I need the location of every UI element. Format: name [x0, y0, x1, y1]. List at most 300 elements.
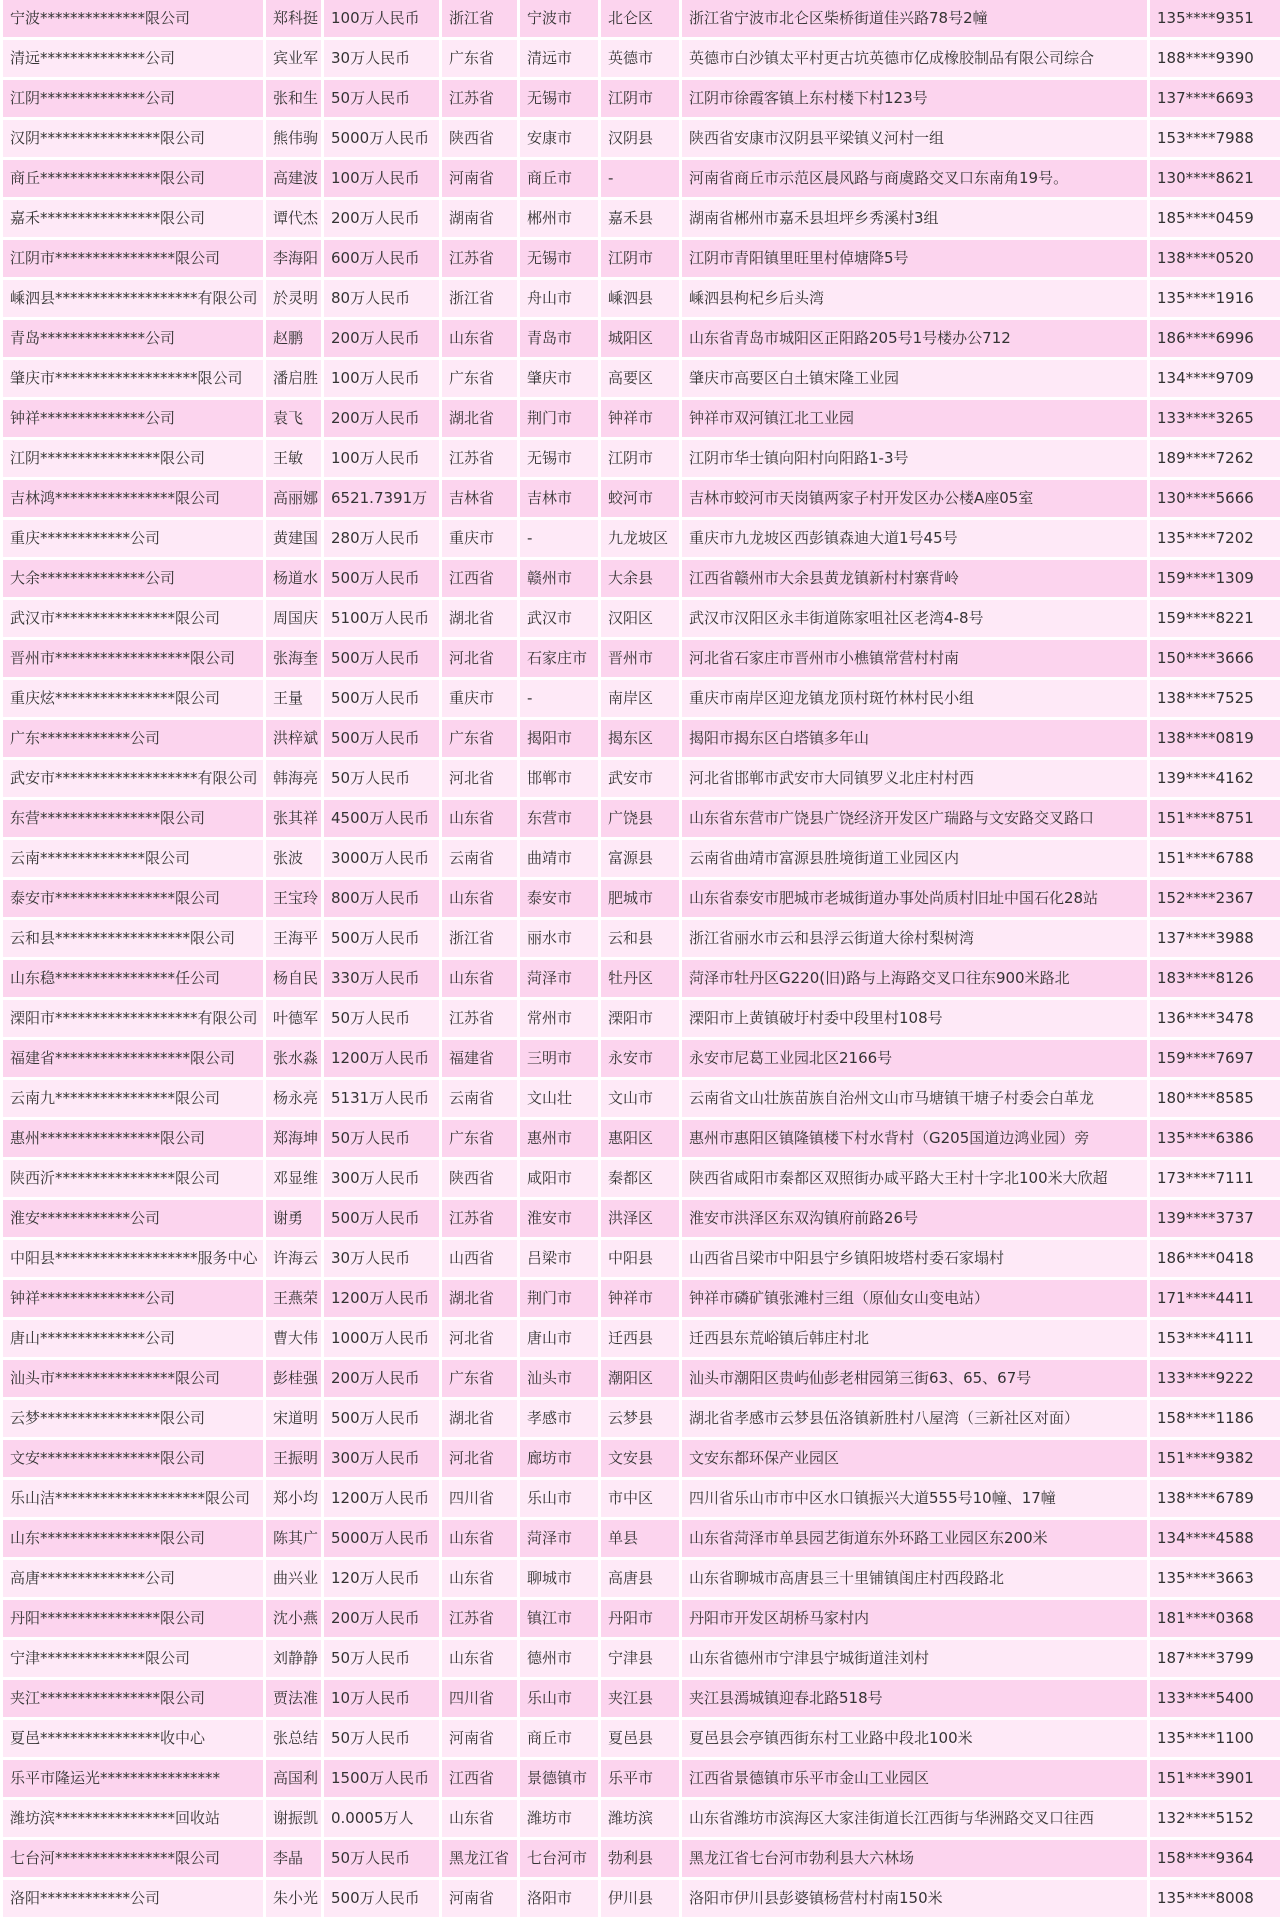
province-cell: 浙江省: [442, 280, 517, 317]
city-cell: 吉林市: [520, 480, 598, 517]
table-row: [3, 640, 1280, 677]
table-row: [3, 1080, 1280, 1117]
table-row: [3, 480, 1280, 517]
phone-cell: 189****7262: [1150, 440, 1280, 477]
address-cell: 英德市白沙镇太平村更古坑英德市亿成橡胶制品有限公司综合: [682, 40, 1147, 77]
company-name-cell: 洛阳************公司: [3, 1880, 263, 1917]
address-cell: 汕头市潮阳区贵屿仙彭老柑园第三街63、65、67号: [682, 1360, 1147, 1397]
legal-person-cell: 王振明: [266, 1440, 321, 1477]
company-name-cell: 江阴****************限公司: [3, 440, 263, 477]
city-cell: 聊城市: [520, 1560, 598, 1597]
phone-cell: 185****0459: [1150, 200, 1280, 237]
phone-cell: 135****1916: [1150, 280, 1280, 317]
city-cell: 荆门市: [520, 1280, 598, 1317]
table-row: [3, 40, 1280, 77]
district-cell: 武安市: [601, 760, 679, 797]
address-cell: 河南省商丘市示范区晨风路与商虞路交叉口东南角19号。: [682, 160, 1147, 197]
province-cell: 重庆市: [442, 680, 517, 717]
province-cell: 四川省: [442, 1680, 517, 1717]
city-cell: 荆门市: [520, 400, 598, 437]
phone-cell: 135****6386: [1150, 1120, 1280, 1157]
district-cell: 永安市: [601, 1040, 679, 1077]
company-name-cell: 汉阴****************限公司: [3, 120, 263, 157]
district-cell: 蛟河市: [601, 480, 679, 517]
company-name-cell: 钟祥**************公司: [3, 400, 263, 437]
province-cell: 广东省: [442, 1120, 517, 1157]
phone-cell: 137****6693: [1150, 80, 1280, 117]
legal-person-cell: 王量: [266, 680, 321, 717]
province-cell: 湖北省: [442, 600, 517, 637]
phone-cell: 139****4162: [1150, 760, 1280, 797]
city-cell: 七台河市: [520, 1840, 598, 1877]
address-cell: 吉林市蛟河市天岗镇两家子村开发区办公楼A座05室: [682, 480, 1147, 517]
legal-person-cell: 陈其广: [266, 1520, 321, 1557]
province-cell: 江苏省: [442, 80, 517, 117]
address-cell: 重庆市南岸区迎龙镇龙顶村斑竹林村民小组: [682, 680, 1147, 717]
registered-capital-cell: 4500万人民币: [324, 800, 439, 837]
company-name-cell: 商丘****************限公司: [3, 160, 263, 197]
table-row: [3, 840, 1280, 877]
legal-person-cell: 张水淼: [266, 1040, 321, 1077]
phone-cell: 171****4411: [1150, 1280, 1280, 1317]
city-cell: 武汉市: [520, 600, 598, 637]
address-cell: 江西省景德镇市乐平市金山工业园区: [682, 1760, 1147, 1797]
legal-person-cell: 王宝玲: [266, 880, 321, 917]
registered-capital-cell: 50万人民币: [324, 80, 439, 117]
city-cell: 赣州市: [520, 560, 598, 597]
city-cell: 乐山市: [520, 1680, 598, 1717]
city-cell: 乐山市: [520, 1480, 598, 1517]
province-cell: 河北省: [442, 640, 517, 677]
legal-person-cell: 洪梓斌: [266, 720, 321, 757]
table-row: [3, 160, 1280, 197]
legal-person-cell: 杨自民: [266, 960, 321, 997]
phone-cell: 152****2367: [1150, 880, 1280, 917]
company-name-cell: 嵊泗县*******************有限公司: [3, 280, 263, 317]
legal-person-cell: 高建波: [266, 160, 321, 197]
city-cell: 常州市: [520, 1000, 598, 1037]
registered-capital-cell: 500万人民币: [324, 1200, 439, 1237]
registered-capital-cell: 30万人民币: [324, 1240, 439, 1277]
phone-cell: 186****0418: [1150, 1240, 1280, 1277]
province-cell: 广东省: [442, 360, 517, 397]
phone-cell: 151****9382: [1150, 1440, 1280, 1477]
registered-capital-cell: 500万人民币: [324, 720, 439, 757]
district-cell: 文安县: [601, 1440, 679, 1477]
city-cell: 郴州市: [520, 200, 598, 237]
address-cell: 陕西省安康市汉阴县平梁镇义河村一组: [682, 120, 1147, 157]
table-row: [3, 1360, 1280, 1397]
phone-cell: 188****9390: [1150, 40, 1280, 77]
company-name-cell: 云和县******************限公司: [3, 920, 263, 957]
city-cell: 洛阳市: [520, 1880, 598, 1917]
address-cell: 山东省菏泽市单县园艺街道东外环路工业园区东200米: [682, 1520, 1147, 1557]
legal-person-cell: 郑小均: [266, 1480, 321, 1517]
district-cell: 夹江县: [601, 1680, 679, 1717]
registered-capital-cell: 100万人民币: [324, 0, 439, 37]
registered-capital-cell: 800万人民币: [324, 880, 439, 917]
legal-person-cell: 邓显维: [266, 1160, 321, 1197]
registered-capital-cell: 30万人民币: [324, 40, 439, 77]
address-cell: 武汉市汉阳区永丰街道陈家咀社区老湾4-8号: [682, 600, 1147, 637]
district-cell: 钟祥市: [601, 400, 679, 437]
district-cell: 广饶县: [601, 800, 679, 837]
address-cell: 山东省聊城市高唐县三十里铺镇闺庄村西段路北: [682, 1560, 1147, 1597]
phone-cell: 153****7988: [1150, 120, 1280, 157]
address-cell: 江阴市华士镇向阳村向阳路1-3号: [682, 440, 1147, 477]
phone-cell: 132****5152: [1150, 1800, 1280, 1837]
company-name-cell: 晋州市******************限公司: [3, 640, 263, 677]
province-cell: 江西省: [442, 560, 517, 597]
registered-capital-cell: 100万人民币: [324, 160, 439, 197]
legal-person-cell: 刘静静: [266, 1640, 321, 1677]
legal-person-cell: 黄建国: [266, 520, 321, 557]
district-cell: 惠阳区: [601, 1120, 679, 1157]
registered-capital-cell: 50万人民币: [324, 1640, 439, 1677]
province-cell: 黑龙江省: [442, 1840, 517, 1877]
province-cell: 河南省: [442, 1880, 517, 1917]
district-cell: 高唐县: [601, 1560, 679, 1597]
address-cell: 肇庆市高要区白土镇宋隆工业园: [682, 360, 1147, 397]
city-cell: 孝感市: [520, 1400, 598, 1437]
city-cell: 汕头市: [520, 1360, 598, 1397]
address-cell: 菏泽市牡丹区G220(旧)路与上海路交叉口往东900米路北: [682, 960, 1147, 997]
company-name-cell: 大余**************公司: [3, 560, 263, 597]
phone-cell: 183****8126: [1150, 960, 1280, 997]
legal-person-cell: 曹大伟: [266, 1320, 321, 1357]
province-cell: 湖南省: [442, 200, 517, 237]
legal-person-cell: 宾业军: [266, 40, 321, 77]
legal-person-cell: 周国庆: [266, 600, 321, 637]
registered-capital-cell: 600万人民币: [324, 240, 439, 277]
address-cell: 陕西省咸阳市秦都区双照街办咸平路大王村十字北100米大欣超: [682, 1160, 1147, 1197]
city-cell: 商丘市: [520, 1720, 598, 1757]
phone-cell: 137****3988: [1150, 920, 1280, 957]
legal-person-cell: 宋道明: [266, 1400, 321, 1437]
legal-person-cell: 朱小光: [266, 1880, 321, 1917]
legal-person-cell: 杨道水: [266, 560, 321, 597]
phone-cell: 133****5400: [1150, 1680, 1280, 1717]
registered-capital-cell: 1200万人民币: [324, 1040, 439, 1077]
registered-capital-cell: 50万人民币: [324, 1000, 439, 1037]
district-cell: 迁西县: [601, 1320, 679, 1357]
phone-cell: 151****6788: [1150, 840, 1280, 877]
phone-cell: 151****3901: [1150, 1760, 1280, 1797]
phone-cell: 181****0368: [1150, 1600, 1280, 1637]
table-row: [3, 1240, 1280, 1277]
address-cell: 夏邑县会亭镇西街东村工业路中段北100米: [682, 1720, 1147, 1757]
district-cell: 伊川县: [601, 1880, 679, 1917]
address-cell: 夹江县漹城镇迎春北路518号: [682, 1680, 1147, 1717]
province-cell: 河南省: [442, 160, 517, 197]
company-name-cell: 高唐**************公司: [3, 1560, 263, 1597]
city-cell: 青岛市: [520, 320, 598, 357]
address-cell: 江阴市青阳镇里旺里村倬塘降5号: [682, 240, 1147, 277]
company-name-cell: 江阴**************公司: [3, 80, 263, 117]
company-name-cell: 乐山洁********************限公司: [3, 1480, 263, 1517]
address-cell: 云南省文山壮族苗族自治州文山市马塘镇干塘子村委会白革龙: [682, 1080, 1147, 1117]
address-cell: 云南省曲靖市富源县胜境街道工业园区内: [682, 840, 1147, 877]
registered-capital-cell: 3000万人民币: [324, 840, 439, 877]
phone-cell: 134****9709: [1150, 360, 1280, 397]
legal-person-cell: 赵鹏: [266, 320, 321, 357]
city-cell: 三明市: [520, 1040, 598, 1077]
address-cell: 溧阳市上黄镇破圩村委中段里村108号: [682, 1000, 1147, 1037]
table-row: [3, 1120, 1280, 1157]
table-row: [3, 560, 1280, 597]
address-cell: 钟祥市双河镇江北工业园: [682, 400, 1147, 437]
legal-person-cell: 谭代杰: [266, 200, 321, 237]
province-cell: 福建省: [442, 1040, 517, 1077]
district-cell: 云和县: [601, 920, 679, 957]
company-name-cell: 清远**************公司: [3, 40, 263, 77]
province-cell: 四川省: [442, 1480, 517, 1517]
legal-person-cell: 谢勇: [266, 1200, 321, 1237]
district-cell: 洪泽区: [601, 1200, 679, 1237]
table-row: [3, 1720, 1280, 1757]
district-cell: 嘉禾县: [601, 200, 679, 237]
legal-person-cell: 张其祥: [266, 800, 321, 837]
registered-capital-cell: 500万人民币: [324, 640, 439, 677]
table-row: [3, 600, 1280, 637]
registered-capital-cell: 1200万人民币: [324, 1480, 439, 1517]
province-cell: 广东省: [442, 40, 517, 77]
table-row: [3, 360, 1280, 397]
company-name-cell: 中阳县*******************服务中心: [3, 1240, 263, 1277]
province-cell: 山东省: [442, 880, 517, 917]
phone-cell: 135****1100: [1150, 1720, 1280, 1757]
city-cell: 吕梁市: [520, 1240, 598, 1277]
registered-capital-cell: 500万人民币: [324, 1880, 439, 1917]
address-cell: 山东省泰安市肥城市老城街道办事处尚质村旧址中国石化28站: [682, 880, 1147, 917]
district-cell: 宁津县: [601, 1640, 679, 1677]
province-cell: 山东省: [442, 1520, 517, 1557]
district-cell: 潮阳区: [601, 1360, 679, 1397]
table-row: [3, 1880, 1280, 1917]
address-cell: 浙江省宁波市北仑区柴桥街道佳兴路78号2幢: [682, 0, 1147, 37]
registered-capital-cell: 5000万人民币: [324, 1520, 439, 1557]
legal-person-cell: 许海云: [266, 1240, 321, 1277]
address-cell: 钟祥市磷矿镇张滩村三组（原仙女山变电站）: [682, 1280, 1147, 1317]
registered-capital-cell: 80万人民币: [324, 280, 439, 317]
company-name-cell: 惠州****************限公司: [3, 1120, 263, 1157]
district-cell: 单县: [601, 1520, 679, 1557]
city-cell: 菏泽市: [520, 1520, 598, 1557]
province-cell: 湖北省: [442, 1280, 517, 1317]
table-row: [3, 760, 1280, 797]
legal-person-cell: 李晶: [266, 1840, 321, 1877]
company-name-cell: 重庆炫****************限公司: [3, 680, 263, 717]
table-row: [3, 1800, 1280, 1837]
table-row: [3, 800, 1280, 837]
registered-capital-cell: 1000万人民币: [324, 1320, 439, 1357]
registered-capital-cell: 100万人民币: [324, 440, 439, 477]
registered-capital-cell: 5131万人民币: [324, 1080, 439, 1117]
province-cell: 山东省: [442, 800, 517, 837]
legal-person-cell: 袁飞: [266, 400, 321, 437]
city-cell: 文山壮: [520, 1080, 598, 1117]
address-cell: 揭阳市揭东区白塔镇多年山: [682, 720, 1147, 757]
company-name-cell: 武安市*******************有限公司: [3, 760, 263, 797]
district-cell: 晋州市: [601, 640, 679, 677]
phone-cell: 139****3737: [1150, 1200, 1280, 1237]
address-cell: 重庆市九龙坡区西彭镇森迪大道1号45号: [682, 520, 1147, 557]
registered-capital-cell: 300万人民币: [324, 1160, 439, 1197]
company-name-cell: 文安****************限公司: [3, 1440, 263, 1477]
legal-person-cell: 王燕荣: [266, 1280, 321, 1317]
district-cell: 江阴市: [601, 80, 679, 117]
city-cell: 无锡市: [520, 440, 598, 477]
district-cell: 大余县: [601, 560, 679, 597]
address-cell: 山东省潍坊市滨海区大家洼街道长江西街与华洲路交叉口往西: [682, 1800, 1147, 1837]
legal-person-cell: 於灵明: [266, 280, 321, 317]
province-cell: 河北省: [442, 1440, 517, 1477]
legal-person-cell: 张海奎: [266, 640, 321, 677]
district-cell: 九龙坡区: [601, 520, 679, 557]
address-cell: 黑龙江省七台河市勃利县大六林场: [682, 1840, 1147, 1877]
table-row: [3, 1440, 1280, 1477]
registered-capital-cell: 500万人民币: [324, 560, 439, 597]
registered-capital-cell: 330万人民币: [324, 960, 439, 997]
registered-capital-cell: 100万人民币: [324, 360, 439, 397]
legal-person-cell: 张总结: [266, 1720, 321, 1757]
company-name-cell: 夏邑****************收中心: [3, 1720, 263, 1757]
table-row: [3, 960, 1280, 997]
table-row: [3, 1160, 1280, 1197]
address-cell: 洛阳市伊川县彭婆镇杨营村村南150米: [682, 1880, 1147, 1917]
province-cell: 江苏省: [442, 240, 517, 277]
district-cell: 富源县: [601, 840, 679, 877]
company-name-cell: 重庆************公司: [3, 520, 263, 557]
district-cell: 江阴市: [601, 240, 679, 277]
company-name-cell: 肇庆市*******************限公司: [3, 360, 263, 397]
legal-person-cell: 高丽娜: [266, 480, 321, 517]
phone-cell: 130****8621: [1150, 160, 1280, 197]
registered-capital-cell: 50万人民币: [324, 760, 439, 797]
table-row: [3, 880, 1280, 917]
company-name-cell: 武汉市****************限公司: [3, 600, 263, 637]
district-cell: -: [601, 160, 679, 197]
phone-cell: 135****8008: [1150, 1880, 1280, 1917]
company-name-cell: 汕头市****************限公司: [3, 1360, 263, 1397]
phone-cell: 134****4588: [1150, 1520, 1280, 1557]
phone-cell: 158****9364: [1150, 1840, 1280, 1877]
city-cell: 无锡市: [520, 240, 598, 277]
city-cell: 石家庄市: [520, 640, 598, 677]
province-cell: 江苏省: [442, 440, 517, 477]
registered-capital-cell: 5100万人民币: [324, 600, 439, 637]
province-cell: 云南省: [442, 840, 517, 877]
company-name-cell: 广东************公司: [3, 720, 263, 757]
address-cell: 文安东都环保产业园区: [682, 1440, 1147, 1477]
province-cell: 江苏省: [442, 1600, 517, 1637]
province-cell: 江西省: [442, 1760, 517, 1797]
legal-person-cell: 王敏: [266, 440, 321, 477]
registered-capital-cell: 200万人民币: [324, 400, 439, 437]
province-cell: 湖北省: [442, 400, 517, 437]
table-row: [3, 200, 1280, 237]
province-cell: 浙江省: [442, 920, 517, 957]
table-row: [3, 680, 1280, 717]
table-row: [3, 1640, 1280, 1677]
address-cell: 湖北省孝感市云梦县伍洛镇新胜村八屋湾（三新社区对面）: [682, 1400, 1147, 1437]
registered-capital-cell: 500万人民币: [324, 920, 439, 957]
address-cell: 江西省赣州市大余县黄龙镇新村村寨背岭: [682, 560, 1147, 597]
registered-capital-cell: 300万人民币: [324, 1440, 439, 1477]
city-cell: 德州市: [520, 1640, 598, 1677]
phone-cell: 135****9351: [1150, 0, 1280, 37]
table-row: [3, 1680, 1280, 1717]
registered-capital-cell: 200万人民币: [324, 1360, 439, 1397]
table-row: [3, 1480, 1280, 1517]
table-row: [3, 1320, 1280, 1357]
province-cell: 河北省: [442, 760, 517, 797]
table-row: [3, 1600, 1280, 1637]
address-cell: 山东省德州市宁津县宁城街道洼刘村: [682, 1640, 1147, 1677]
city-cell: 无锡市: [520, 80, 598, 117]
district-cell: 溧阳市: [601, 1000, 679, 1037]
district-cell: 揭东区: [601, 720, 679, 757]
company-name-cell: 吉林鸿****************限公司: [3, 480, 263, 517]
phone-cell: 138****0520: [1150, 240, 1280, 277]
phone-cell: 153****4111: [1150, 1320, 1280, 1357]
city-cell: 肇庆市: [520, 360, 598, 397]
registered-capital-cell: 50万人民币: [324, 1120, 439, 1157]
company-name-cell: 云南九****************限公司: [3, 1080, 263, 1117]
province-cell: 山东省: [442, 1640, 517, 1677]
province-cell: 广东省: [442, 720, 517, 757]
table-row: [3, 320, 1280, 357]
city-cell: 曲靖市: [520, 840, 598, 877]
table-row: [3, 720, 1280, 757]
legal-person-cell: 郑科挺: [266, 0, 321, 37]
district-cell: 英德市: [601, 40, 679, 77]
city-cell: 廊坊市: [520, 1440, 598, 1477]
table-row: [3, 240, 1280, 277]
address-cell: 淮安市洪泽区东双沟镇府前路26号: [682, 1200, 1147, 1237]
phone-cell: 159****8221: [1150, 600, 1280, 637]
address-cell: 山东省青岛市城阳区正阳路205号1号楼办公712: [682, 320, 1147, 357]
district-cell: 中阳县: [601, 1240, 679, 1277]
city-cell: 安康市: [520, 120, 598, 157]
city-cell: 东营市: [520, 800, 598, 837]
city-cell: 商丘市: [520, 160, 598, 197]
address-cell: 丹阳市开发区胡桥马家村内: [682, 1600, 1147, 1637]
registered-capital-cell: 0.0005万人: [324, 1800, 439, 1837]
district-cell: 钟祥市: [601, 1280, 679, 1317]
registered-capital-cell: 200万人民币: [324, 1600, 439, 1637]
table-row: [3, 440, 1280, 477]
city-cell: 淮安市: [520, 1200, 598, 1237]
city-cell: 清远市: [520, 40, 598, 77]
company-name-cell: 溧阳市*******************有限公司: [3, 1000, 263, 1037]
legal-person-cell: 曲兴业: [266, 1560, 321, 1597]
province-cell: 吉林省: [442, 480, 517, 517]
province-cell: 山东省: [442, 320, 517, 357]
district-cell: 城阳区: [601, 320, 679, 357]
address-cell: 迁西县东荒峪镇后韩庄村北: [682, 1320, 1147, 1357]
city-cell: 景德镇市: [520, 1760, 598, 1797]
company-name-cell: 福建省******************限公司: [3, 1040, 263, 1077]
district-cell: 嵊泗县: [601, 280, 679, 317]
legal-person-cell: 彭桂强: [266, 1360, 321, 1397]
table-body: [3, 0, 1280, 1917]
company-name-cell: 潍坊滨****************回收站: [3, 1800, 263, 1837]
district-cell: 南岸区: [601, 680, 679, 717]
province-cell: 陕西省: [442, 120, 517, 157]
table-row: [3, 1000, 1280, 1037]
phone-cell: 180****8585: [1150, 1080, 1280, 1117]
